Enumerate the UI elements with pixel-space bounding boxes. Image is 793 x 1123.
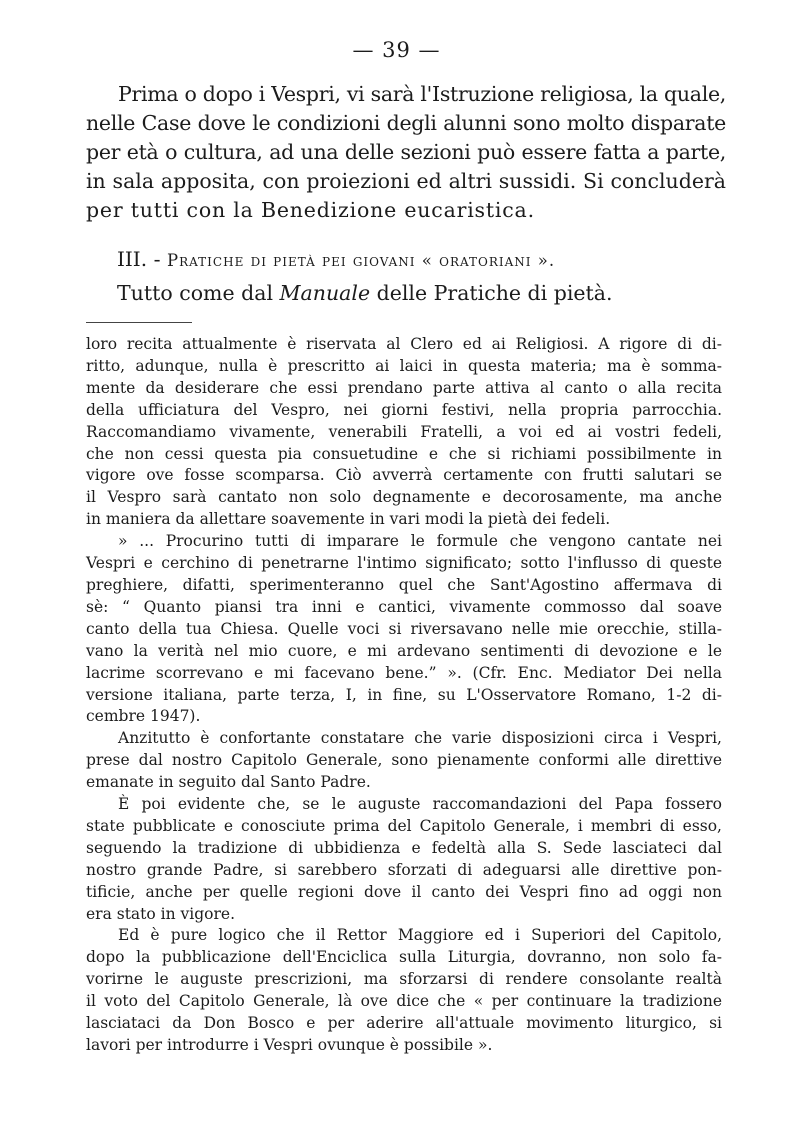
footnote-line: lacrime scorrevano e mi facevano bene.” ». (Cfr. Enc. Mediator Dei nella: [86, 663, 722, 682]
footnote-line: dopo la pubblicazione dell'Enciclica sulla Liturgia, dovranno, non solo fa-: [86, 948, 722, 967]
footnote-line: Raccomandiamo vivamente, venerabili Fratelli, a voi ed ai vostri fedeli,: [86, 422, 722, 441]
footnote-line: ritto, adunque, nulla è prescritto ai laici in questa materia; ma è somma-: [86, 356, 722, 375]
footnote-line: nostro grande Padre, si sarebbero sforzati di adeguarsi alle direttive pon-: [86, 860, 722, 879]
main-line: per tutti con la Benedizione eucaristica.: [86, 198, 535, 222]
footnote-line: preghiere, difatti, sperimenteranno quel che Sant'Agostino affermava di: [86, 575, 722, 594]
footnote-line: emanate in seguito dal Santo Padre.: [86, 773, 371, 792]
main-line: nelle Case dove le condizioni degli alunni sono molto disparate: [86, 111, 726, 135]
manual-title: Manuale: [279, 281, 371, 305]
section-dash: -: [147, 247, 168, 271]
footnote-line: » ... Procurino tutti di imparare le formule che vengono cantate nei: [118, 532, 722, 551]
footnote-line: Anzitutto è confortante constatare che varie disposizioni circa i Vespri,: [118, 729, 722, 748]
footnote-line: versione italiana, parte terza, I, in fine, su L'Osservatore Romano, 1-2 di-: [86, 685, 722, 704]
footnote-line: seguendo la tradizione di ubbidienza e fedeltà alla S. Sede lasciateci dal: [86, 838, 722, 857]
footnote-block: [86, 334, 722, 1057]
footnote-line: lasciataci da Don Bosco e per aderire all'attuale movimento liturgico, si: [86, 1014, 722, 1033]
main-line: per età o cultura, ad una delle sezioni può essere fatta a parte,: [86, 140, 726, 164]
footnote-line: in maniera da allettare soavemente in vari modi la pietà dei fedeli.: [86, 510, 611, 529]
footnote-line: lavori per introdurre i Vespri ovunque è possibile ».: [86, 1036, 493, 1054]
footnote-line: mente da desiderare che essi prendano parte attiva al canto o alla recita: [86, 378, 722, 397]
footnote-line: loro recita attualmente è riservata al Clero ed ai Religiosi. A rigore di di-: [86, 335, 722, 353]
footnote-line: vorirne le auguste prescrizioni, ma sforzarsi di rendere consolante realtà: [86, 970, 722, 989]
main-paragraph: [86, 80, 726, 225]
footnote-line: cembre 1947).: [86, 707, 201, 726]
footnote-line: state pubblicate e conosciute prima del Capitolo Generale, i membri di esso,: [86, 816, 722, 835]
section-title: Pratiche di pietà pei giovani « oratoriani ».: [167, 251, 556, 270]
footnote-line: della ufficiatura del Vespro, nei giorni festivi, nella propria parrocchia.: [86, 400, 722, 419]
footnote-line: Ed è pure logico che il Rettor Maggiore ed i Superiori del Capitolo,: [118, 926, 722, 945]
footnote-line: prese dal nostro Capitolo Generale, sono pienamente conformi alle direttive: [86, 751, 722, 770]
footnote-line: tificie, anche per quelle regioni dove il canto dei Vespri fino ad oggi non: [86, 882, 722, 901]
footnote-line: che non cessi questa pia consuetudine e che si richiami possibilmente in: [86, 444, 722, 463]
footnote-separator: [86, 322, 192, 323]
main-line: in sala apposita, con proiezioni ed altri sussidi. Si concluderà: [86, 169, 726, 193]
footnote-line: È poi evidente che, se le auguste raccomandazioni del Papa fossero: [118, 795, 722, 814]
section-numeral: III.: [117, 247, 148, 271]
footnote-line: il Vespro sarà cantato non solo degnamente e decorosamente, ma anche: [86, 488, 722, 507]
page-number: — 39 —: [352, 38, 441, 62]
section-heading: [117, 243, 707, 309]
footnote-line: canto della tua Chiesa. Quelle voci si riversavano nelle mie orecchie, stilla-: [86, 619, 722, 638]
footnote-line: vano la verità nel mio cuore, e mi ardevano sentimenti di devozione e le: [86, 641, 722, 660]
footnote-line: vigore ove fosse scomparsa. Ciò avverrà certamente con frutti salutari se: [86, 466, 722, 485]
footnote-line: era stato in vigore.: [86, 904, 236, 923]
main-line: Prima o dopo i Vespri, vi sarà l'Istruzione religiosa, la quale,: [118, 82, 727, 106]
footnote-line: Vespri e cerchino di penetrarne l'intimo significato; sotto l'influsso di queste: [86, 554, 722, 573]
footnote-line: il voto del Capitolo Generale, là ove dice che « per continuare la tradizione: [86, 992, 722, 1011]
section-subtitle: Tutto come dal Manuale delle Pratiche di pietà.: [117, 281, 613, 305]
footnote-line: sè: “ Quanto piansi tra inni e cantici, vivamente commosso dal soave: [86, 597, 722, 616]
